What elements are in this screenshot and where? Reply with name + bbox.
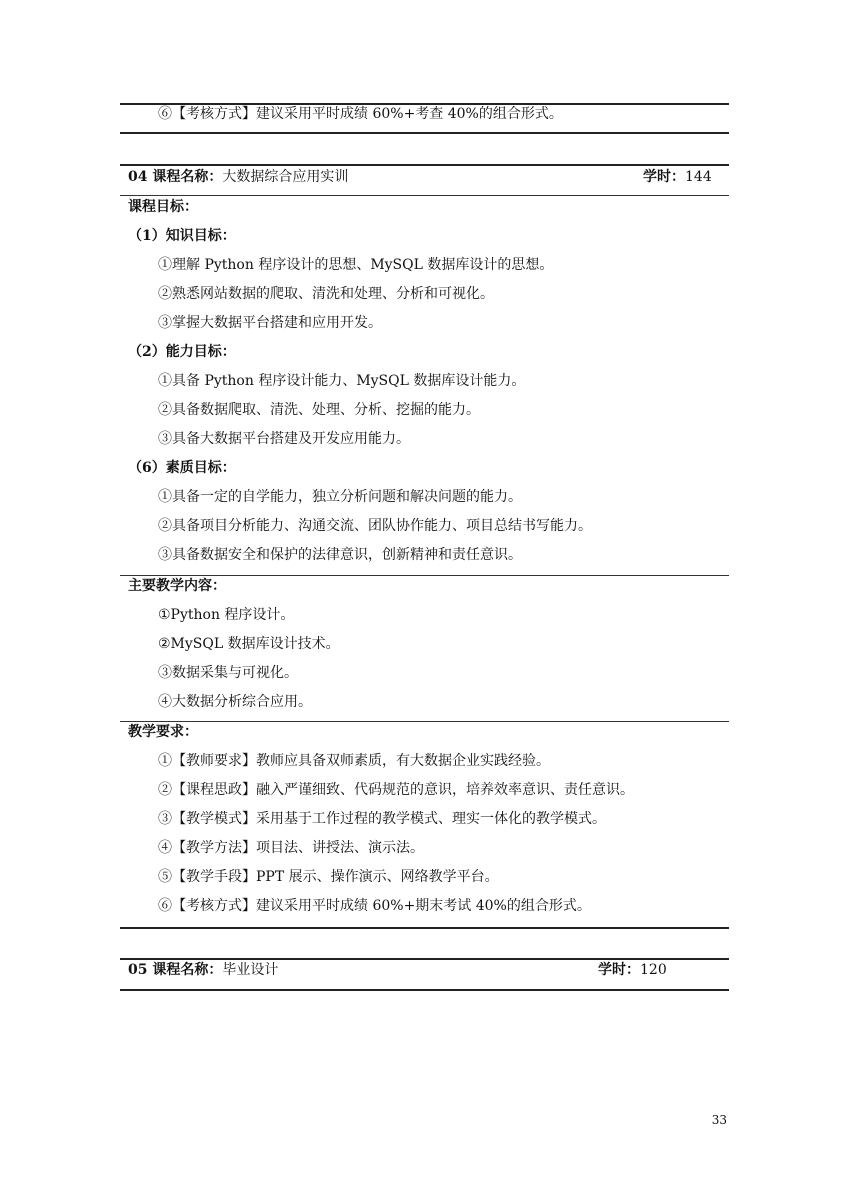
list-item: ②MySQL 数据库设计技术。 [158, 636, 340, 652]
hours-label: 学时： [598, 962, 640, 978]
page-number: 33 [711, 1113, 727, 1127]
list-item: ③具备大数据平台搭建及开发应用能力。 [158, 431, 410, 447]
table-border [120, 164, 729, 166]
list-item: ①具备一定的自学能力，独立分析问题和解决问题的能力。 [158, 489, 522, 505]
course-name-label: 04 课程名称： [128, 169, 223, 185]
list-item: ②熟悉网站数据的爬取、清洗和处理、分析和可视化。 [158, 286, 494, 302]
list-item: ④大数据分析综合应用。 [158, 694, 312, 710]
table-border [120, 132, 729, 134]
course-name: 大数据综合应用实训 [222, 169, 349, 185]
prev-assessment: ⑥【考核方式】建议采用平时成绩 60%+考查 40%的组合形式。 [158, 106, 563, 122]
table-border [120, 927, 729, 929]
list-item: ①Python 程序设计。 [158, 607, 295, 623]
list-item: ④【教学方法】项目法、讲授法、演示法。 [158, 840, 424, 856]
course-05-title [128, 960, 278, 980]
quality-title: （6）素质目标： [128, 460, 236, 476]
list-item: ②【课程思政】融入严谨细致、代码规范的意识，培养效率意识、责任意识。 [158, 782, 634, 798]
goals-title: 课程目标： [128, 199, 198, 215]
course-name: 毕业设计 [222, 962, 279, 978]
knowledge-title: （1）知识目标： [128, 228, 236, 244]
list-item: ③数据采集与可视化。 [158, 665, 298, 681]
list-item: ③【教学模式】采用基于工作过程的教学模式、理实一体化的教学模式。 [158, 811, 606, 827]
ability-title: （2）能力目标： [128, 344, 236, 360]
table-border [120, 195, 729, 196]
requirements-title: 教学要求： [128, 724, 198, 740]
hours-value: 144 [685, 169, 712, 185]
list-item: ⑤【教学手段】PPT 展示、操作演示、网络教学平台。 [158, 869, 499, 885]
course-05-hours [598, 960, 667, 980]
course-name-label: 05 课程名称： [128, 962, 223, 978]
content-title: 主要教学内容： [128, 578, 226, 594]
list-item: ①理解 Python 程序设计的思想、MySQL 数据库设计的思想。 [158, 257, 554, 273]
list-item: ①【教师要求】教师应具备双师素质，有大数据企业实践经验。 [158, 753, 550, 769]
table-border [120, 989, 729, 991]
list-item: ②具备项目分析能力、沟通交流、团队协作能力、项目总结书写能力。 [158, 518, 592, 534]
hours-label: 学时： [643, 169, 685, 185]
list-item: ③掌握大数据平台搭建和应用开发。 [158, 315, 382, 331]
course-04-hours [643, 167, 712, 187]
course-04-title [128, 167, 348, 187]
hours-value: 120 [640, 962, 667, 978]
list-item: ②具备数据爬取、清洗、处理、分析、挖掘的能力。 [158, 402, 480, 418]
list-item: ①具备 Python 程序设计能力、MySQL 数据库设计能力。 [158, 373, 526, 389]
table-border [120, 721, 729, 722]
list-item: ⑥【考核方式】建议采用平时成绩 60%+期末考试 40%的组合形式。 [158, 898, 591, 914]
list-item: ③具备数据安全和保护的法律意识，创新精神和责任意识。 [158, 547, 522, 563]
